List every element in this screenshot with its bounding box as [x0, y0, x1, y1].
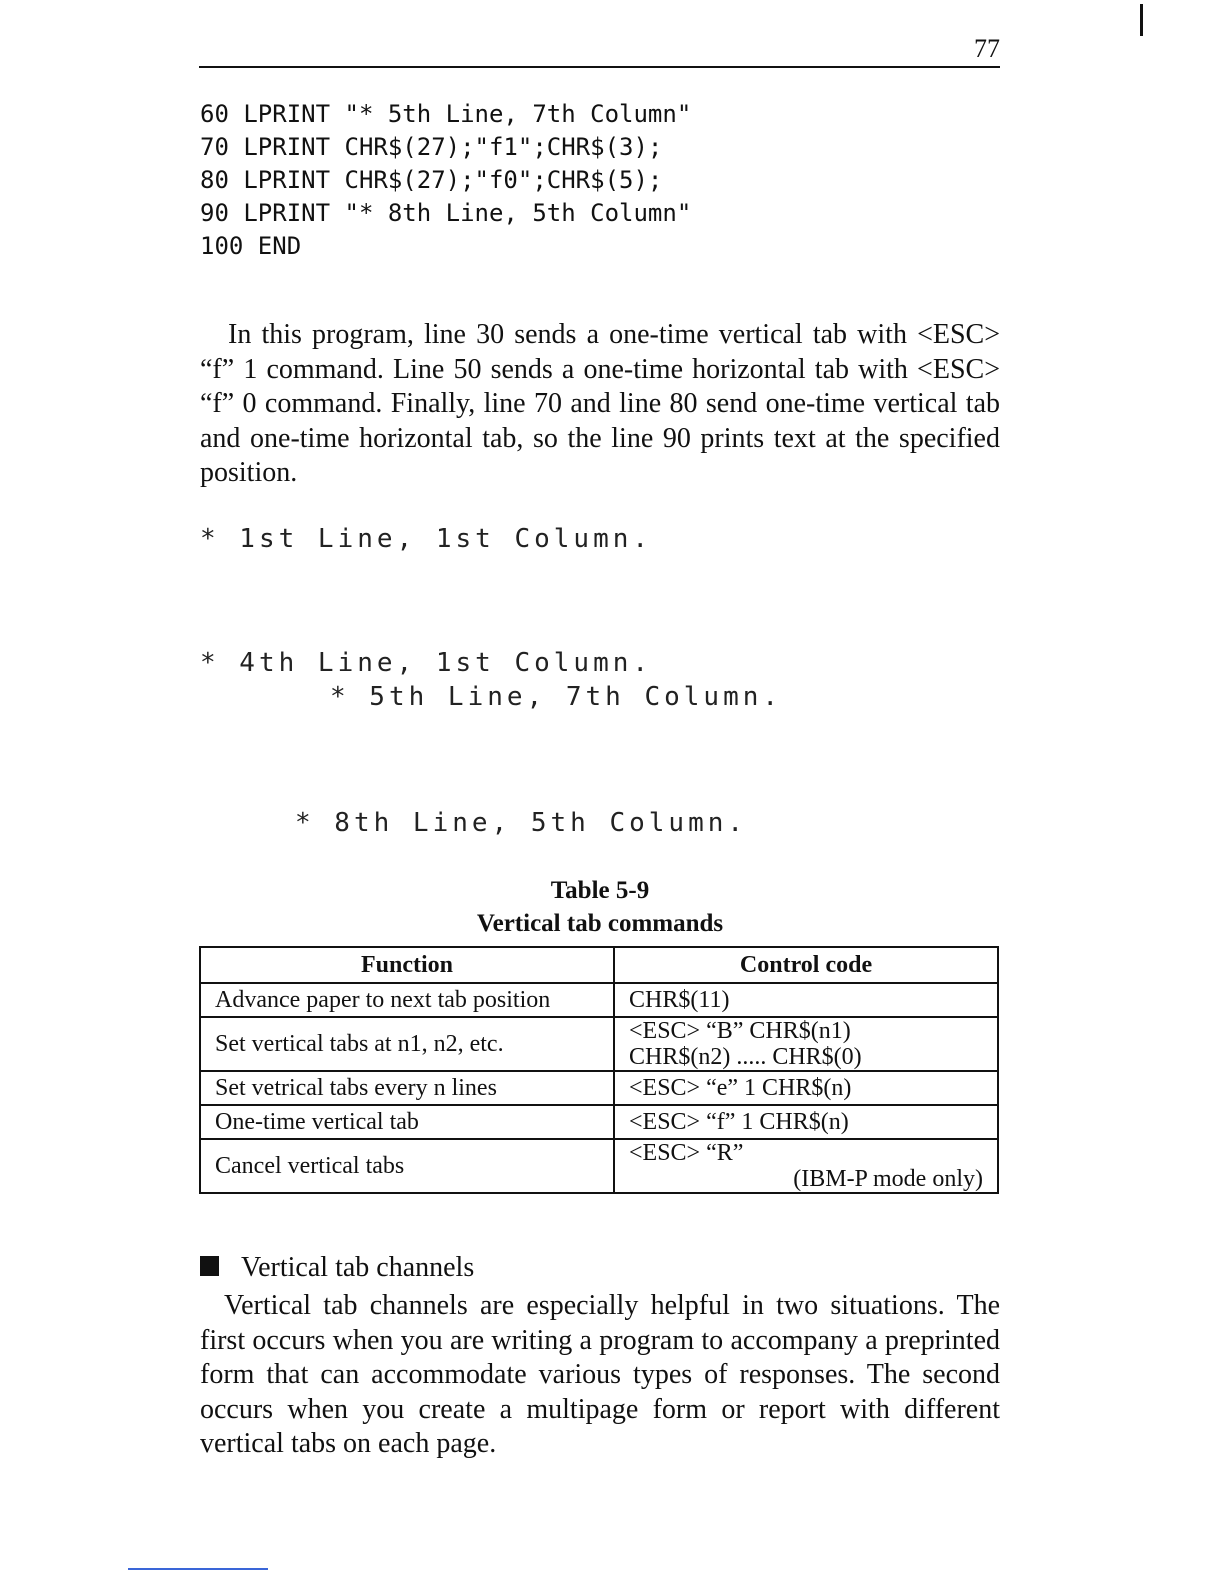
print-line: * 1st Line, 1st Column.: [200, 524, 653, 554]
table-row: [200, 1017, 998, 1071]
table-number: Table 5-9: [550, 877, 650, 904]
code-text: <ESC> “B” CHR$(n1): [629, 1018, 851, 1044]
function-cell: One-time vertical tab: [200, 1105, 614, 1139]
table-row: [200, 983, 998, 1017]
footer-link-underline: [128, 1568, 268, 1570]
code-cell: [614, 1105, 998, 1139]
function-cell: Advance paper to next tab position: [200, 983, 614, 1017]
print-line: * 8th Line, 5th Column.: [295, 808, 748, 838]
code-line: 70 LPRINT CHR$(27);"f1";CHR$(3);: [200, 133, 663, 161]
print-line: * 4th Line, 1st Column.: [200, 648, 653, 678]
function-cell: Cancel vertical tabs: [200, 1139, 614, 1193]
code-text: <ESC> “R”: [629, 1140, 744, 1166]
explanation-paragraph: In this program, line 30 sends a one-time vertical tab with <ESC> “f” 1 command. Line 50 sends a one-time horizontal tab with <ESC> “f” 0 command. Finally, line 70 and line 80 send one-time vertical tab and one-time horizontal tab, so the line 90 prints text at the specified position.: [200, 319, 1000, 488]
header-control-code: Control code: [614, 947, 998, 983]
table-row: [200, 1105, 998, 1139]
code-note: (IBM-P mode only): [793, 1166, 983, 1192]
code-line: 100 END: [200, 232, 302, 260]
code-cell: [614, 1017, 998, 1071]
vertical-tab-commands-table: [199, 946, 999, 1194]
table-header-row: [200, 947, 998, 983]
code-text: <ESC> “f” 1 CHR$(n): [629, 1109, 849, 1135]
table-row: [200, 1139, 998, 1193]
code-text: CHR$(n2) ..... CHR$(0): [629, 1044, 862, 1070]
header-rule: [199, 66, 1000, 68]
header-function: Function: [200, 947, 614, 983]
square-bullet-icon: [200, 1256, 219, 1276]
print-line: * 5th Line, 7th Column.: [330, 682, 783, 712]
section-heading-text: Vertical tab channels: [241, 1252, 475, 1283]
code-line: 80 LPRINT CHR$(27);"f0";CHR$(5);: [200, 166, 663, 194]
basic-code-listing: [200, 98, 691, 263]
code-text: CHR$(11): [629, 987, 730, 1013]
code-line: 90 LPRINT "* 8th Line, 5th Column": [200, 199, 692, 227]
code-text: <ESC> “e” 1 CHR$(n): [629, 1075, 852, 1101]
page-number: 77: [974, 34, 1000, 63]
table-row: [200, 1071, 998, 1105]
page-edge-mark: [1140, 4, 1143, 36]
section-body-paragraph: Vertical tab channels are especially helpful in two situations. The first occurs when you are writing a program to accompany a preprinted form that can accommodate various types of responses. The second occurs when you create a multipage form or report with different vertical tabs on each page.: [200, 1290, 1000, 1459]
function-cell: Set vertical tabs at n1, n2, etc.: [200, 1017, 614, 1071]
function-cell: Set vetrical tabs every n lines: [200, 1071, 614, 1105]
code-cell: [614, 1071, 998, 1105]
table-title: Vertical tab commands: [476, 910, 724, 937]
code-cell: [614, 983, 998, 1017]
code-cell: [614, 1139, 998, 1193]
code-line: 60 LPRINT "* 5th Line, 7th Column": [200, 100, 692, 128]
section-heading: [200, 1252, 474, 1284]
